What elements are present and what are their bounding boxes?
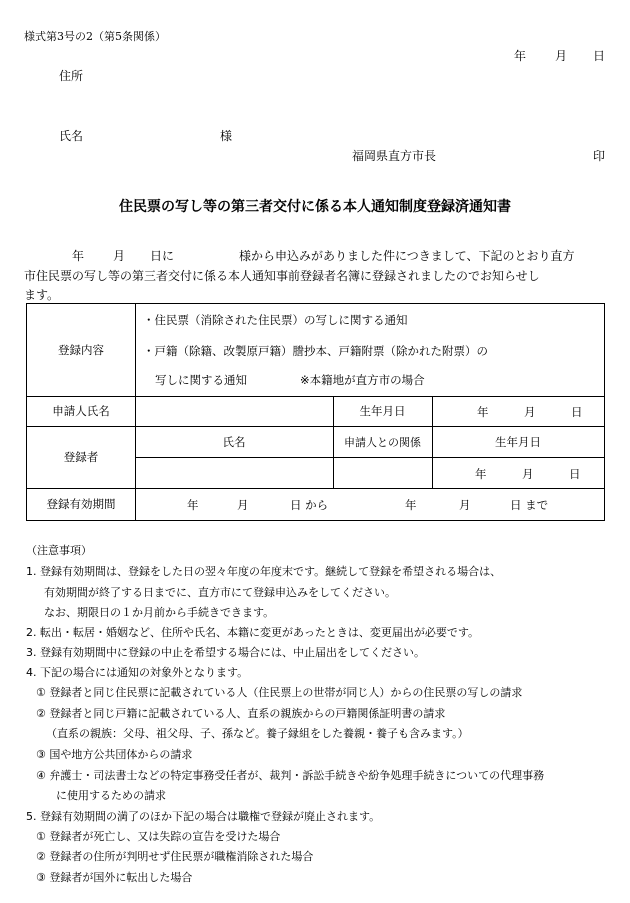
note-line: 2. 転出・転居・婚姻など、住所や氏名、本籍に変更があったときは、変更届出が必要です。 (26, 626, 479, 639)
period-year-start: 年 (187, 498, 199, 512)
intro-line3: ます。 (24, 288, 60, 302)
note-line: ① 登録者と同じ住民票に記載されている人（住民票上の世帯が同じ人）からの住民票の写しの請求 (36, 686, 523, 699)
note-line: 有効期間が終了する日までに、直方市にて登録申込みをしてください。 (44, 586, 396, 599)
note-line: に使用するための請求 (56, 789, 166, 802)
intro-year: 年 (72, 249, 85, 263)
period-year-end: 年 (405, 498, 417, 512)
form-number: 様式第3号の2（第5条関係） (24, 30, 166, 43)
note-line: 5. 登録有効期間の満了のほか下記の場合は職権で登録が廃止されます。 (26, 810, 381, 823)
reg-content-3: 写しに関する通知 (155, 373, 247, 387)
date-day: 日 (593, 49, 606, 63)
period-month-end: 月 (459, 498, 471, 512)
reg-content-2: ・戸籍（除籍、改製原戸籍）謄抄本、戸籍附票（除かれた附票）の (143, 344, 488, 358)
note-line: （直系の親族：父母、祖父母、子、孫など。養子縁組をした養親・養子も含みます。） (46, 727, 469, 740)
note-line: 1. 登録有効期間は、登録をした日の翌々年度の年度末です。継続して登録を希望される場合は、 (26, 565, 502, 578)
applicant-birth-day: 日 (571, 405, 583, 419)
period-month-start: 月 (237, 498, 249, 512)
registrant-birth-day: 日 (569, 467, 581, 481)
intro-line1: 様から申込みがありました件につきまして、下記のとおり直方 (239, 249, 575, 263)
date-year: 年 (514, 49, 527, 63)
note-line: ③ 国や地方公共団体からの請求 (36, 748, 193, 761)
note-line: 3. 登録有効期間中に登録の中止を希望する場合には、中止届出をしてください。 (26, 646, 425, 659)
intro-month: 月 (113, 249, 126, 263)
seal-mark: 印 (593, 149, 606, 163)
note-line: ③ 登録者が国外に転出した場合 (36, 871, 193, 884)
registration-table (26, 303, 605, 521)
period-day-start: 日 から (290, 498, 329, 512)
note-line: ① 登録者が死亡し、又は失踪の宣告を受けた場合 (36, 830, 281, 843)
note-line: ② 登録者の住所が判明せず住民票が職権消除された場合 (36, 850, 314, 863)
registrant-birth-month: 月 (522, 467, 534, 481)
note-line: なお、期限日の１か月前から手続きできます。 (44, 606, 275, 619)
note-line: 4. 下記の場合には通知の対象外となります。 (26, 666, 249, 679)
intro-line2: 市住民票の写し等の第三者交付に係る本人通知事前登録者名簿に登録されましたのでお知らせし (24, 269, 540, 283)
address-label: 住所 (59, 69, 84, 83)
birthdate-label: 生年月日 (359, 404, 406, 418)
reg-content-1: ・住民票（消除された住民票）の写しに関する通知 (143, 313, 408, 327)
registrant-label: 登録者 (63, 450, 99, 464)
registrant-name-header: 氏名 (222, 434, 246, 449)
reg-content-label: 登録内容 (58, 343, 104, 357)
reg-content-note: ※本籍地が直方市の場合 (300, 373, 425, 387)
applicant-birth-year: 年 (477, 405, 489, 419)
notes-heading: （注意事項） (26, 544, 92, 557)
note-line: ② 登録者と同じ戸籍に記載されている人、直系の親族からの戸籍関係証明書の請求 (36, 707, 446, 720)
note-line: ④ 弁護士・司法書士などの特定事務受任者が、裁判・訴訟手続きや紛争処理手続きについての代理事務 (36, 769, 545, 782)
issuer: 福岡県直方市長 (352, 149, 437, 163)
name-label: 氏名 (59, 129, 84, 143)
applicant-birth-month: 月 (524, 405, 536, 419)
applicant-name-label: 申請人氏名 (52, 404, 110, 418)
period-label: 登録有効期間 (46, 497, 116, 511)
relation-header: 申請人との関係 (344, 435, 421, 449)
date-month: 月 (555, 49, 568, 63)
period-day-end: 日 まで (510, 498, 549, 512)
intro-day: 日に (150, 249, 175, 263)
sama-label: 様 (220, 129, 233, 143)
document-title: 住民票の写し等の第三者交付に係る本人通知制度登録済通知書 (119, 199, 511, 215)
registrant-birth-header: 生年月日 (495, 434, 541, 449)
registrant-birth-year: 年 (475, 467, 487, 481)
